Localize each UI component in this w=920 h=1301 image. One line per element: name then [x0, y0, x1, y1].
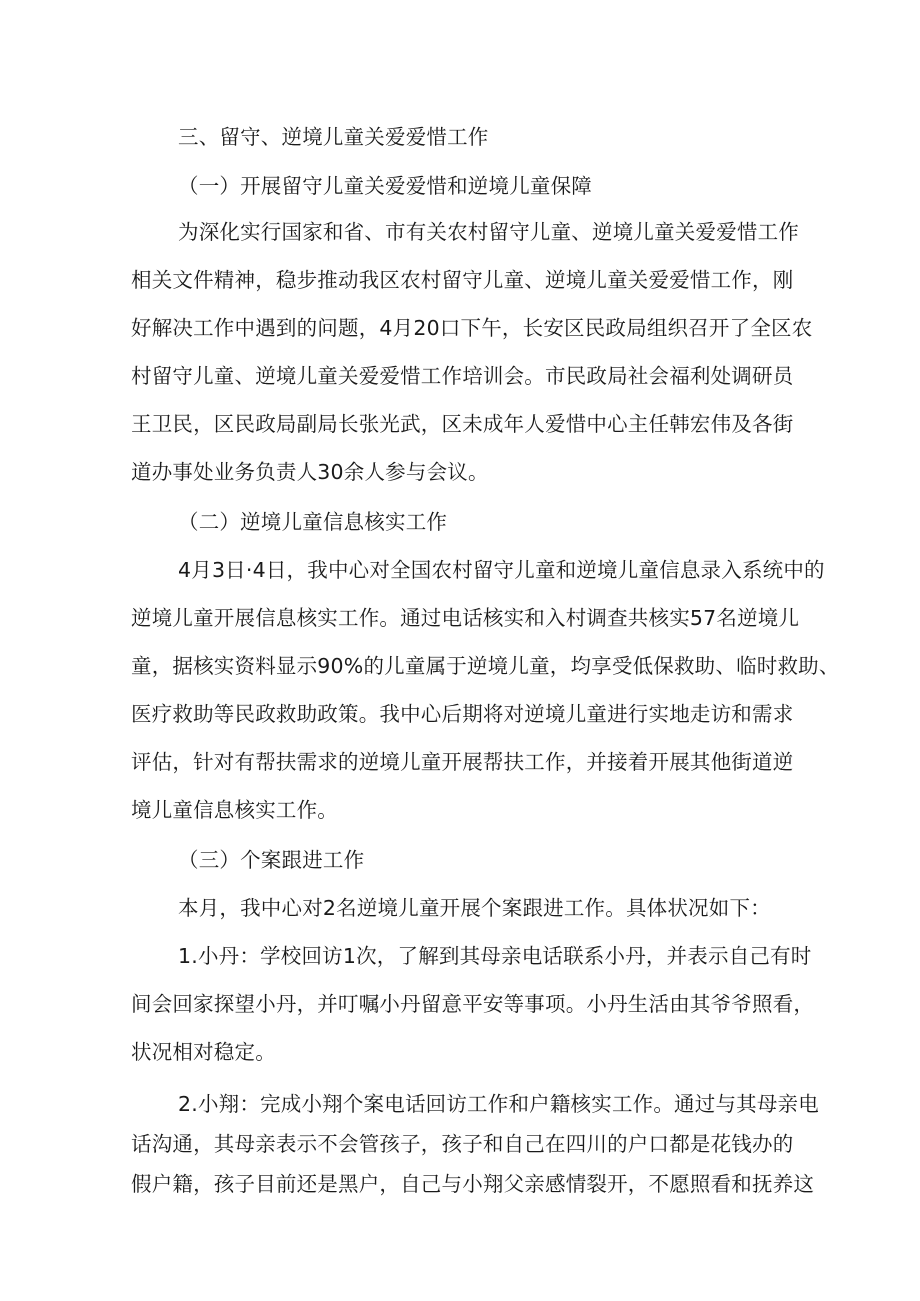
section-heading: 三、留守、逆境儿童关爱爱惜工作	[178, 125, 489, 149]
subsection-heading-3: （三）个案跟进工作	[178, 848, 365, 872]
paragraph-2-line: 评估，针对有帮扶需求的逆境儿童开展帮扶工作，并接着开展其他街道逆	[131, 750, 794, 774]
paragraph-3-line: 本月，我中心对2名逆境儿童开展个案跟进工作。具体状况如下：	[178, 896, 771, 920]
paragraph-4-line: 1.小丹：学校回访1次，了解到其母亲电话联系小丹，并表示自己有时	[178, 944, 812, 968]
paragraph-1-line: 为深化实行国家和省、市有关农村留守儿童、逆境儿童关爱爱惜工作	[178, 220, 799, 244]
paragraph-5-line: 2.小翔：完成小翔个案电话回访工作和户籍核实工作。通过与其母亲电	[178, 1092, 819, 1116]
subsection-heading-1: （一）开展留守儿童关爱爱惜和逆境儿童保障	[178, 174, 592, 198]
paragraph-2-line: 逆境儿童开展信息核实工作。通过电话核实和入村调查共核实57名逆境儿	[131, 606, 800, 630]
paragraph-5-line: 假户籍，孩子目前还是黑户，自己与小翔父亲感情裂开，不愿照看和抚养这	[131, 1172, 815, 1196]
paragraph-1-line: 王卫民，区民政局副局长张光武，区未成年人爱惜中心主任韩宏伟及各街	[131, 412, 794, 436]
paragraph-1-line: 好解决工作中遇到的问题，4月20口下午，长安区民政局组织召开了全区农	[131, 316, 813, 340]
paragraph-4-line: 状况相对稳定。	[131, 1040, 276, 1064]
paragraph-2-line: 童，据核实资料显示90%的儿童属于逆境儿童，均享受低保救助、临时救助、	[131, 654, 840, 678]
subsection-heading-2: （二）逆境儿童信息核实工作	[178, 510, 448, 534]
paragraph-1-line: 相关文件精神，稳步推动我区农村留守儿童、逆境儿童关爱爱惜工作，刚	[131, 268, 794, 292]
paragraph-5-line: 话沟通，其母亲表示不会管孩子，孩子和自己在四川的户口都是花钱办的	[131, 1132, 794, 1156]
paragraph-2-line: 境儿童信息核实工作。	[131, 798, 338, 822]
paragraph-1-line: 村留守儿童、逆境儿童关爱爱惜工作培训会。市民政局社会福利处调研员	[131, 364, 794, 388]
paragraph-4-line: 间会回家探望小丹，并叮嘱小丹留意平安等事项。小丹生活由其爷爷照看，	[131, 992, 815, 1016]
paragraph-2-line: 4月3日·4日，我中心对全国农村留守儿童和逆境儿童信息录入系统中的	[178, 558, 825, 582]
paragraph-2-line: 医疗救助等民政救助政策。我中心后期将对逆境儿童进行实地走访和需求	[131, 702, 794, 726]
paragraph-1-line: 道办事处业务负责人30余人参与会议。	[131, 460, 489, 484]
